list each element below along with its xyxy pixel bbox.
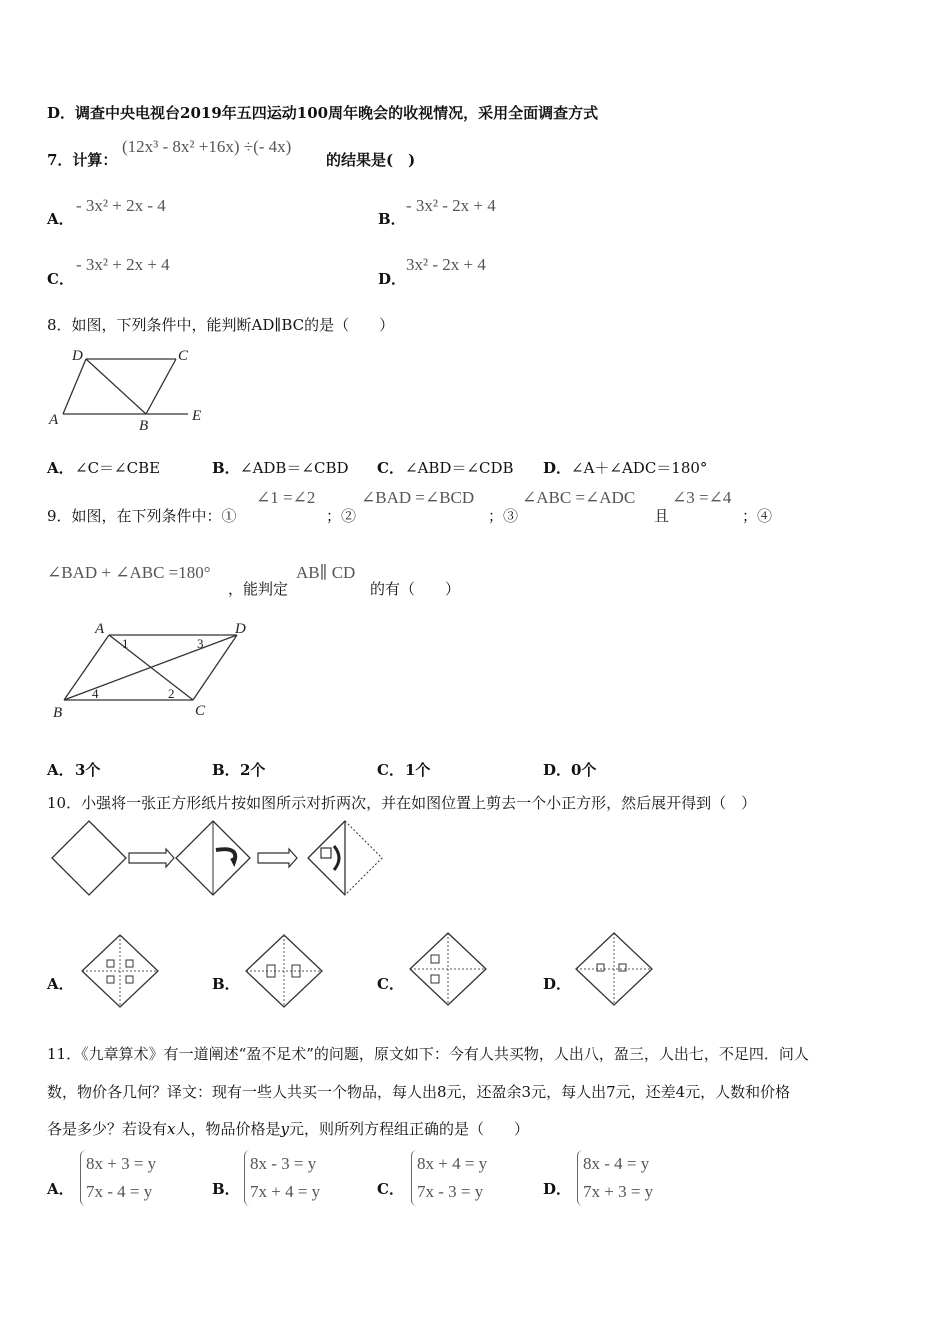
point-d-label: D xyxy=(72,348,83,364)
q10-option-c-figure xyxy=(408,931,488,1007)
q7-option-a-label: A． xyxy=(47,210,74,228)
angle-2-label: 2 xyxy=(168,686,175,701)
q9-mid-text: ，能判定 xyxy=(228,580,289,598)
q11-line-2: 数，物价各几何？译文：现有一些人共买一个物品，每人出8元，还盈余3元，每人出7元，还差4元，人数和价格 xyxy=(47,1083,791,1101)
q11-option-b-eq1: 8x - 3 = y xyxy=(250,1154,317,1173)
cut-square-icon xyxy=(321,848,331,858)
point-c-label: C xyxy=(195,703,206,719)
q8-option-a-text: ∠C＝∠CBE xyxy=(75,459,161,477)
arrow-right-2 xyxy=(258,849,297,867)
q8-option-a-label: A． xyxy=(47,459,74,477)
q9-conclusion: AB∥ CD xyxy=(296,563,356,582)
point-b-label: B xyxy=(53,705,63,721)
q10-option-d-label: D． xyxy=(543,975,572,993)
q7-option-c-expr: - 3x² + 2x + 4 xyxy=(76,255,170,274)
q9-condition-3b: ∠3 =∠4 xyxy=(672,488,732,507)
q10-option-a-figure xyxy=(80,933,160,1009)
q7-option-d-expr: 3x² - 2x + 4 xyxy=(406,255,486,274)
segment-db xyxy=(64,635,237,700)
square-paper xyxy=(52,821,126,895)
q9-option-b-label: B． xyxy=(212,761,240,779)
q11-option-a-system xyxy=(80,1150,156,1206)
segment-cb xyxy=(146,359,176,414)
q7-option-a-expr: - 3x² + 2x - 4 xyxy=(76,196,166,215)
q11-line-3 xyxy=(47,1118,529,1139)
q8-stem: 8．如图，下列条件中，能判断AD∥BC的是（ ） xyxy=(47,316,395,334)
q8-option-d-text: ∠A＋∠ADC＝180° xyxy=(571,459,708,477)
q7-prefix: 7．计算： xyxy=(47,151,118,169)
q11-option-a-eq1: 8x + 3 = y xyxy=(86,1154,157,1173)
q9-and-word: 且 xyxy=(654,507,670,525)
fold-arrow-icon xyxy=(216,849,235,862)
q10-option-d-figure xyxy=(574,931,654,1007)
q11-option-b-system xyxy=(244,1150,320,1206)
q9-suffix: 的有（ ） xyxy=(370,580,461,598)
q10-folding-process-figure xyxy=(48,818,388,900)
q11-option-a-label: A． xyxy=(47,1180,74,1198)
q7-expression: (12x³ - 8x² +16x) ÷(- 4x) xyxy=(122,137,292,156)
q11-option-d-eq1: 8x - 4 = y xyxy=(583,1154,650,1173)
q9-option-d-label: D． xyxy=(543,761,572,779)
q8-option-b-text: ∠ADB＝∠CBD xyxy=(240,459,349,477)
q9-stem-prefix: 9．如图，在下列条件中：① xyxy=(47,507,237,525)
point-a-label: A xyxy=(95,621,105,637)
q8-option-b-label: B． xyxy=(212,459,240,477)
q9-figure-quadrilateral xyxy=(45,615,260,725)
segment-db xyxy=(86,359,146,414)
q10-option-c-label: C． xyxy=(377,975,404,993)
q8-figure-parallelogram xyxy=(40,340,220,435)
q9-option-b-text: 2个 xyxy=(240,761,266,779)
q9-condition-1: ∠1 =∠2 xyxy=(256,488,316,507)
q9-separator-2: ；③ xyxy=(488,507,519,525)
turn-arrow-icon xyxy=(334,846,339,870)
point-c-label: C xyxy=(178,348,189,364)
q7-option-b-label: B． xyxy=(378,210,406,228)
q11-option-c-eq2: 7x - 3 = y xyxy=(417,1182,484,1201)
q10-option-b-label: B． xyxy=(212,975,240,993)
segment-da xyxy=(63,359,86,414)
q8-option-c-label: C． xyxy=(377,459,404,477)
q11-option-a-eq2: 7x - 4 = y xyxy=(86,1182,153,1201)
segment-ab xyxy=(64,635,109,700)
point-e-label: E xyxy=(192,408,202,424)
q9-option-c-text: 1个 xyxy=(405,761,431,779)
q7-option-d-label: D． xyxy=(378,270,407,288)
point-a-label: A xyxy=(49,412,59,428)
q6-option-d: D．调查中央电视台2019年五四运动100周年晚会的收视情况，采用全面调查方式 xyxy=(47,104,599,122)
q10-option-b-figure xyxy=(244,933,324,1009)
q8-option-d-label: D． xyxy=(543,459,572,477)
q11-line-3-part-a: 各是多少？若设有 xyxy=(47,1120,168,1138)
q9-separator-3: ；④ xyxy=(742,507,773,525)
q11-option-b-label: B． xyxy=(212,1180,240,1198)
q7-option-c-label: C． xyxy=(47,270,74,288)
q11-line-3-part-c: 元，则所列方程组正确的是（ ） xyxy=(288,1120,529,1138)
q11-option-c-eq1: 8x + 4 = y xyxy=(417,1154,488,1173)
q9-option-c-label: C． xyxy=(377,761,404,779)
point-b-label: B xyxy=(139,418,149,434)
q11-option-d-label: D． xyxy=(543,1180,572,1198)
q11-option-d-system xyxy=(577,1150,653,1206)
arrow-right-1 xyxy=(129,849,174,867)
q9-condition-2: ∠BAD =∠BCD xyxy=(361,488,475,507)
variable-y: y xyxy=(280,1120,289,1138)
q9-condition-4: ∠BAD + ∠ABC =180° xyxy=(47,563,211,582)
q8-option-c-text: ∠ABD＝∠CDB xyxy=(405,459,514,477)
q11-option-c-label: C． xyxy=(377,1180,404,1198)
q10-option-a-label: A． xyxy=(47,975,74,993)
q9-option-d-text: 0个 xyxy=(571,761,597,779)
q9-option-a-text: 3个 xyxy=(75,761,101,779)
q11-line-3-part-b: 人，物品价格是 xyxy=(175,1120,281,1138)
q11-line-1: 11．《九章算术》有一道阐述“盈不足术”的问题，原文如下：今有人共买物，人出八，盈三，人出七，不足四．问人 xyxy=(47,1045,809,1063)
point-d-label: D xyxy=(235,621,246,637)
angle-3-label: 3 xyxy=(197,636,204,651)
q9-separator-1: ；② xyxy=(326,507,357,525)
q9-option-a-label: A． xyxy=(47,761,74,779)
variable-x: x xyxy=(167,1120,176,1138)
q10-stem: 10．小强将一张正方形纸片按如图所示对折两次，并在如图位置上剪去一个小正方形，然后展开得到（ ） xyxy=(47,794,757,812)
q7-suffix: 的结果是( ) xyxy=(326,151,416,169)
q11-option-c-system xyxy=(411,1150,487,1206)
angle-1-label: 1 xyxy=(122,636,129,651)
angle-4-label: 4 xyxy=(92,686,99,701)
q11-option-b-eq2: 7x + 4 = y xyxy=(250,1182,321,1201)
q7-option-b-expr: - 3x² - 2x + 4 xyxy=(406,196,496,215)
q9-condition-3: ∠ABC =∠ADC xyxy=(522,488,636,507)
q11-option-d-eq2: 7x + 3 = y xyxy=(583,1182,654,1201)
